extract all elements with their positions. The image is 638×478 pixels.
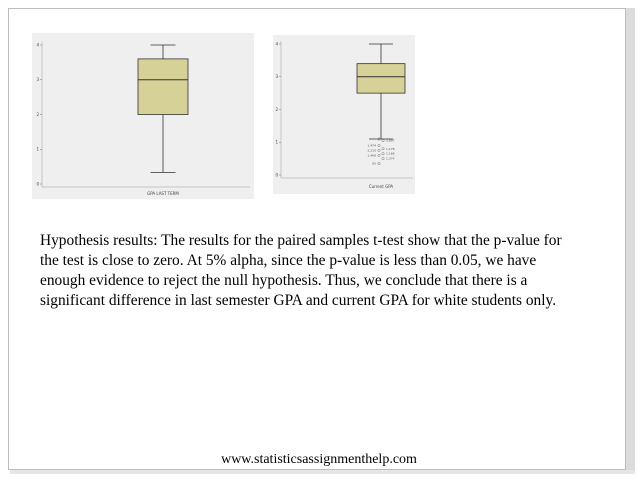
y-tick-label: 1 (36, 146, 39, 152)
outlier-label: 2,210 (367, 148, 376, 153)
hypothesis-paragraph: Hypothesis results: The results for the paired samples t-test show that the p-value for the test is close to zero. At 5% alpha, since the p-value is less than 0.05, we have enough evidence to reject the null hypothesis. Thus, we conclude that there is a significant difference in last semester GPA and current GPA for white students only. (40, 232, 562, 309)
y-tick-label: 3 (36, 77, 39, 83)
boxplot-right-svg (273, 35, 415, 194)
frame-side-shadow (626, 8, 635, 470)
y-tick-label: 0 (275, 172, 278, 178)
y-tick-label: 2 (36, 111, 39, 117)
iqr-box (357, 64, 405, 93)
outlier-label: 3,897 (386, 138, 395, 143)
outlier-point (382, 157, 384, 159)
outlier-label: 1,178 (386, 146, 395, 151)
y-tick-label: 1 (275, 139, 278, 145)
y-tick-label: 4 (36, 42, 39, 48)
y-tick-label: 3 (275, 74, 278, 80)
outlier-point (382, 139, 384, 141)
boxplot-gpa-last-term (32, 33, 254, 199)
y-tick-label: 4 (275, 41, 278, 47)
outlier-label: 1,374 (386, 156, 395, 161)
outlier-label: 95 (372, 161, 376, 166)
iqr-box (138, 59, 188, 115)
outlier-point (378, 162, 380, 164)
outlier-label: 1,474 (367, 143, 376, 148)
outlier-point (378, 154, 380, 156)
frame-bottom-shadow (10, 470, 635, 474)
outlier-point (378, 149, 380, 151)
x-axis-label: GPA LAST TERM (147, 191, 179, 196)
footer-url: www.statisticsassignmenthelp.com (221, 452, 417, 467)
outlier-label: 1,166 (386, 151, 395, 156)
y-tick-label: 0 (36, 181, 39, 187)
outlier-point (378, 144, 380, 146)
outlier-point (382, 148, 384, 150)
boxplot-current-gpa (273, 35, 415, 194)
outlier-point (382, 153, 384, 155)
boxplot-left-svg (32, 33, 254, 199)
outlier-label: 1,468 (367, 153, 376, 158)
y-tick-label: 2 (275, 106, 278, 112)
x-axis-label: Current GPA (368, 184, 394, 189)
